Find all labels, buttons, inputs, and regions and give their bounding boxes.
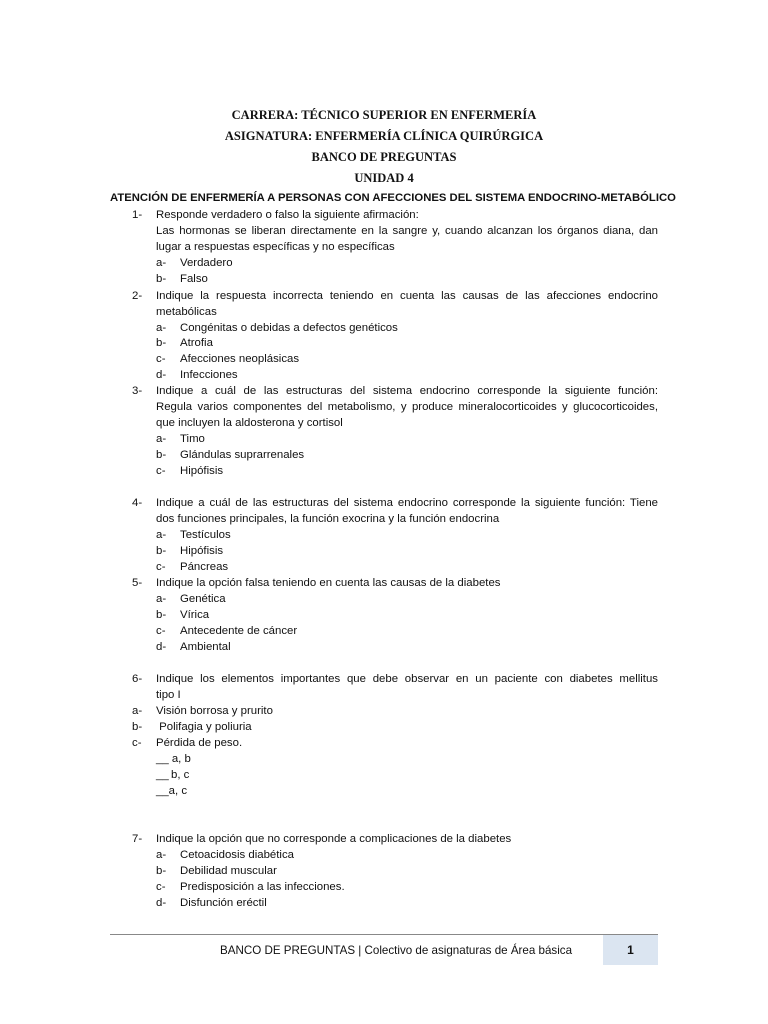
option-letter: a- [132,705,143,717]
option-text: Verdadero [180,257,233,269]
option-text: Disfunción eréctil [180,897,267,909]
correct-option-text: Infecciones [180,369,238,381]
page-number: 1 [603,935,658,965]
question-stem: Indique la respuesta incorrecta teniendo en cuenta las causas de las afecciones endocrino [156,290,658,302]
option-text: Timo [180,433,205,445]
option-letter: d- [156,641,167,653]
unit-title: UNIDAD 4 [354,171,414,185]
career-title: CARRERA: TÉCNICO SUPERIOR EN ENFERMERÍA [231,108,537,122]
option-letter: a- [156,593,167,605]
footer-text: BANCO DE PREGUNTAS | Colectivo de asignaturas de Área básica [220,944,573,957]
answer-choice: __ a, b [156,753,191,765]
correct-option-text: Debilidad muscular [180,865,277,877]
question-stem: dos funciones principales, la función exocrina y la función endocrina [156,513,500,525]
question-stem: que incluyen la aldosterona y cortisol [156,417,343,429]
correct-option-text: Páncreas [180,561,229,573]
question-number: 4- [132,497,143,509]
option-text: Cetoacidosis diabética [180,849,294,861]
question-stem: Responde verdadero o falso la siguiente afirmación: [156,209,419,221]
question-stem: lugar a respuestas específicas y no específicas [156,241,395,253]
question-stem: Indique los elementos importantes que debe observar en un paciente con diabetes mellitus [156,673,658,685]
option-letter: a- [156,322,167,334]
subject-title: ASIGNATURA: ENFERMERÍA CLÍNICA QUIRÚRGICA [224,129,544,143]
option-letter: d- [156,897,167,909]
option-letter: a- [156,257,167,269]
option-text: Polifagia y poliuria [156,721,252,733]
question-number: 5- [132,577,143,589]
option-text: Testículos [180,529,231,541]
option-letter: c- [132,737,142,749]
option-letter: c- [156,561,166,573]
question-stem: Indique la opción que no corresponde a complicaciones de la diabetes [156,833,512,845]
option-letter: b- [156,273,167,285]
correct-option-text: Glándulas suprarrenales [180,449,305,461]
question-number: 2- [132,290,143,302]
option-text: Afecciones neoplásicas [180,353,300,365]
question-stem: Indique la opción falsa teniendo en cuenta las causas de la diabetes [156,577,501,589]
question-number: 1- [132,209,143,221]
option-letter: b- [156,865,167,877]
option-letter: b- [156,449,167,461]
question-stem: Las hormonas se liberan directamente en la sangre y, cuando alcanzan los órganos diana, dan [156,225,658,237]
correct-option-text: b, c [171,769,190,781]
question-number: 7- [132,833,143,845]
option-text: Ambiental [180,641,231,653]
answer-choice: __a, c [156,785,188,797]
option-letter: b- [156,337,167,349]
option-text: Pérdida de peso. [156,737,243,749]
question-bank-title: BANCO DE PREGUNTAS [311,150,457,164]
option-letter: b- [132,721,143,733]
option-letter: a- [156,849,167,861]
question-stem: metabólicas [156,306,217,318]
option-letter: b- [156,609,167,621]
option-letter: c- [156,465,166,477]
option-letter: c- [156,625,166,637]
option-letter: c- [156,881,166,893]
option-text: Hipófisis [180,465,224,477]
option-text: Atrofia [180,337,213,349]
correct-option-text: Falso [180,273,208,285]
option-text: Genética [180,593,226,605]
option-letter: a- [156,529,167,541]
footer-divider [110,934,658,935]
question-number: 6- [132,673,143,685]
option-text: Visión borrosa y prurito [156,705,273,717]
option-letter: a- [156,433,167,445]
correct-option-text: Antecedente de cáncer [180,625,298,637]
option-letter: c- [156,353,166,365]
option-text: Hipófisis [180,545,224,557]
section-title: ATENCIÓN DE ENFERMERÍA A PERSONAS CON AFECCIONES DEL SISTEMA ENDOCRINO-METABÓLICO [110,192,676,204]
option-letter: d- [156,369,167,381]
question-stem: Indique a cuál de las estructuras del sistema endocrino corresponde la siguiente función: Tiene [156,497,658,509]
question-stem: Indique a cuál de las estructuras del sistema endocrino corresponde la siguiente función: [156,385,658,397]
question-number: 3- [132,385,143,397]
question-stem: Regula varios componentes del metabolismo, y produce mineralocorticoides y glucocorticoides, [156,401,658,413]
option-text: Vírica [180,609,210,621]
option-letter: b- [156,545,167,557]
answer-blank: __ [156,769,172,781]
question-stem: tipo I [156,689,181,701]
option-text: Predisposición a las infecciones. [180,881,345,893]
option-text: Congénitas o debidas a defectos genéticos [180,322,398,334]
